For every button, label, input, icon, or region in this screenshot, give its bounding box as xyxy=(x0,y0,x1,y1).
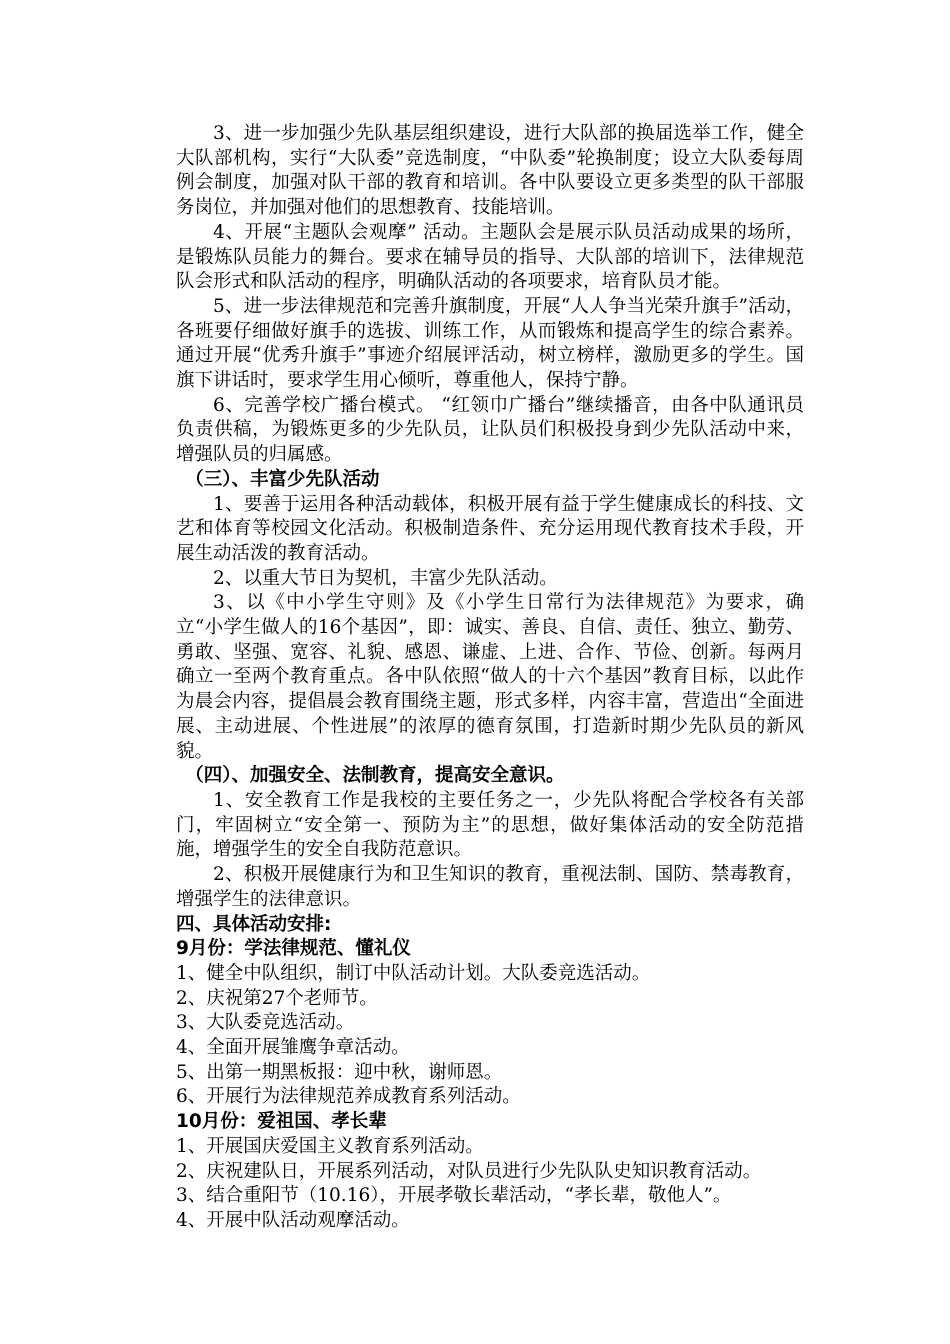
september-item-5: 5、出第一期黑板报：迎中秋，谢师恩。 xyxy=(176,1061,503,1083)
october-item-1: 1、开展国庆爱国主义教育系列活动。 xyxy=(176,1135,484,1157)
paragraph-5: 5、进一步法律规范和完善升旗制度，开展“人人争当光荣升旗手”活动，各班要仔细做好旗手的选拔、训练工作，从而锻炼和提高学生的综合素养。通过开展“优秀升旗手”事迹介绍展评活动，树立榜样，激励更多的学生。国旗下讲话时，要求学生用心倾听，尊重他人，保持宁静。 xyxy=(176,295,804,392)
document-page xyxy=(176,122,804,1234)
section-3-heading: （三）、丰富少先队活动 xyxy=(185,468,380,490)
october-item-2: 2、庆祝建队日，开展系列活动，对队员进行少先队队史知识教育活动。 xyxy=(176,1160,762,1182)
october-heading: 10月份：爱祖国、孝长辈 xyxy=(176,1111,387,1133)
section-4-heading: （四）、加强安全、法制教育，提高安全意识。 xyxy=(185,765,565,787)
section-4-paragraph-2: 2、积极开展健康行为和卫生知识的教育，重视法制、国防、禁毒教育，增强学生的法律意识。 xyxy=(176,864,804,910)
october-item-4: 4、开展中队活动观摩活动。 xyxy=(176,1209,410,1231)
section-3-paragraph-1: 1、要善于运用各种活动载体，积极开展有益于学生健康成长的科技、文艺和体育等校园文化活动。积极制造条件、充分运用现代教育技术手段，开展生动活泼的教育活动。 xyxy=(176,493,804,564)
paragraph-4: 4、开展“主题队会观摩” 活动。主题队会是展示队员活动成果的场所，是锻炼队员能力的舞台。要求在辅导员的指导、大队部的培训下，法律规范队会形式和队活动的程序，明确队活动的各项要求，培育队员才能。 xyxy=(176,221,804,293)
paragraph-3: 3、进一步加强少先队基层组织建设，进行大队部的换届选举工作，健全大队部机构，实行“大队委”竞选制度，“中队委”轮换制度；设立大队委每周例会制度，加强对队干部的教育和培训。各中队要设立更多类型的队干部服务岗位，并加强对他们的思想教育、技能培训。 xyxy=(176,123,804,219)
section-4-paragraph-1: 1、安全教育工作是我校的主要任务之一，少先队将配合学校各有关部门，牢固树立“安全第一、预防为主”的思想，做好集体活动的安全防范措施，增强学生的安全自我防范意识。 xyxy=(176,789,804,861)
september-item-4: 4、全面开展雏鹰争章活动。 xyxy=(176,1037,410,1059)
september-item-1: 1、健全中队组织，制订中队活动计划。大队委竞选活动。 xyxy=(176,962,651,984)
september-heading: 9月份：学法律规范、懂礼仪 xyxy=(176,938,411,960)
october-item-3: 3、结合重阳节（10.16），开展孝敬长辈活动，“孝长辈，敬他人”。 xyxy=(176,1185,732,1207)
section-3-paragraph-2: 2、以重大节日为契机，丰富少先队活动。 xyxy=(213,567,558,589)
paragraph-6: 6、完善学校广播台模式。 “红领巾广播台”继续播音，由各中队通讯员负责供稿，为锻炼更多的少先队员，让队员们积极投身到少先队活动中来，增强队员的归属感。 xyxy=(176,394,804,466)
september-item-6: 6、开展行为法律规范养成教育系列活动。 xyxy=(176,1086,521,1108)
september-item-2: 2、庆祝第27个老师节。 xyxy=(176,987,378,1009)
september-item-3: 3、大队委竞选活动。 xyxy=(176,1012,355,1034)
section-3-paragraph-3: 3、以《中小学生守则》及《小学生日常行为法律规范》为要求，确立“小学生做人的16个基因”，即：诚实、善良、自信、责任、独立、勤劳、勇敢、坚强、宽容、礼貌、感恩、谦虚、上进、合作、节俭、创新。每两月确立一至两个教育重点。各中队依照“做人的十六个基因”教育目标，以此作为晨会内容，提倡晨会教育围绕主题，形式多样，内容丰富，营造出“全面进展、主动进展、个性进展”的浓厚的德育氛围，打造新时期少先队员的新风貌。 xyxy=(176,592,804,762)
part-4-heading: 四、具体活动安排: xyxy=(176,913,332,935)
